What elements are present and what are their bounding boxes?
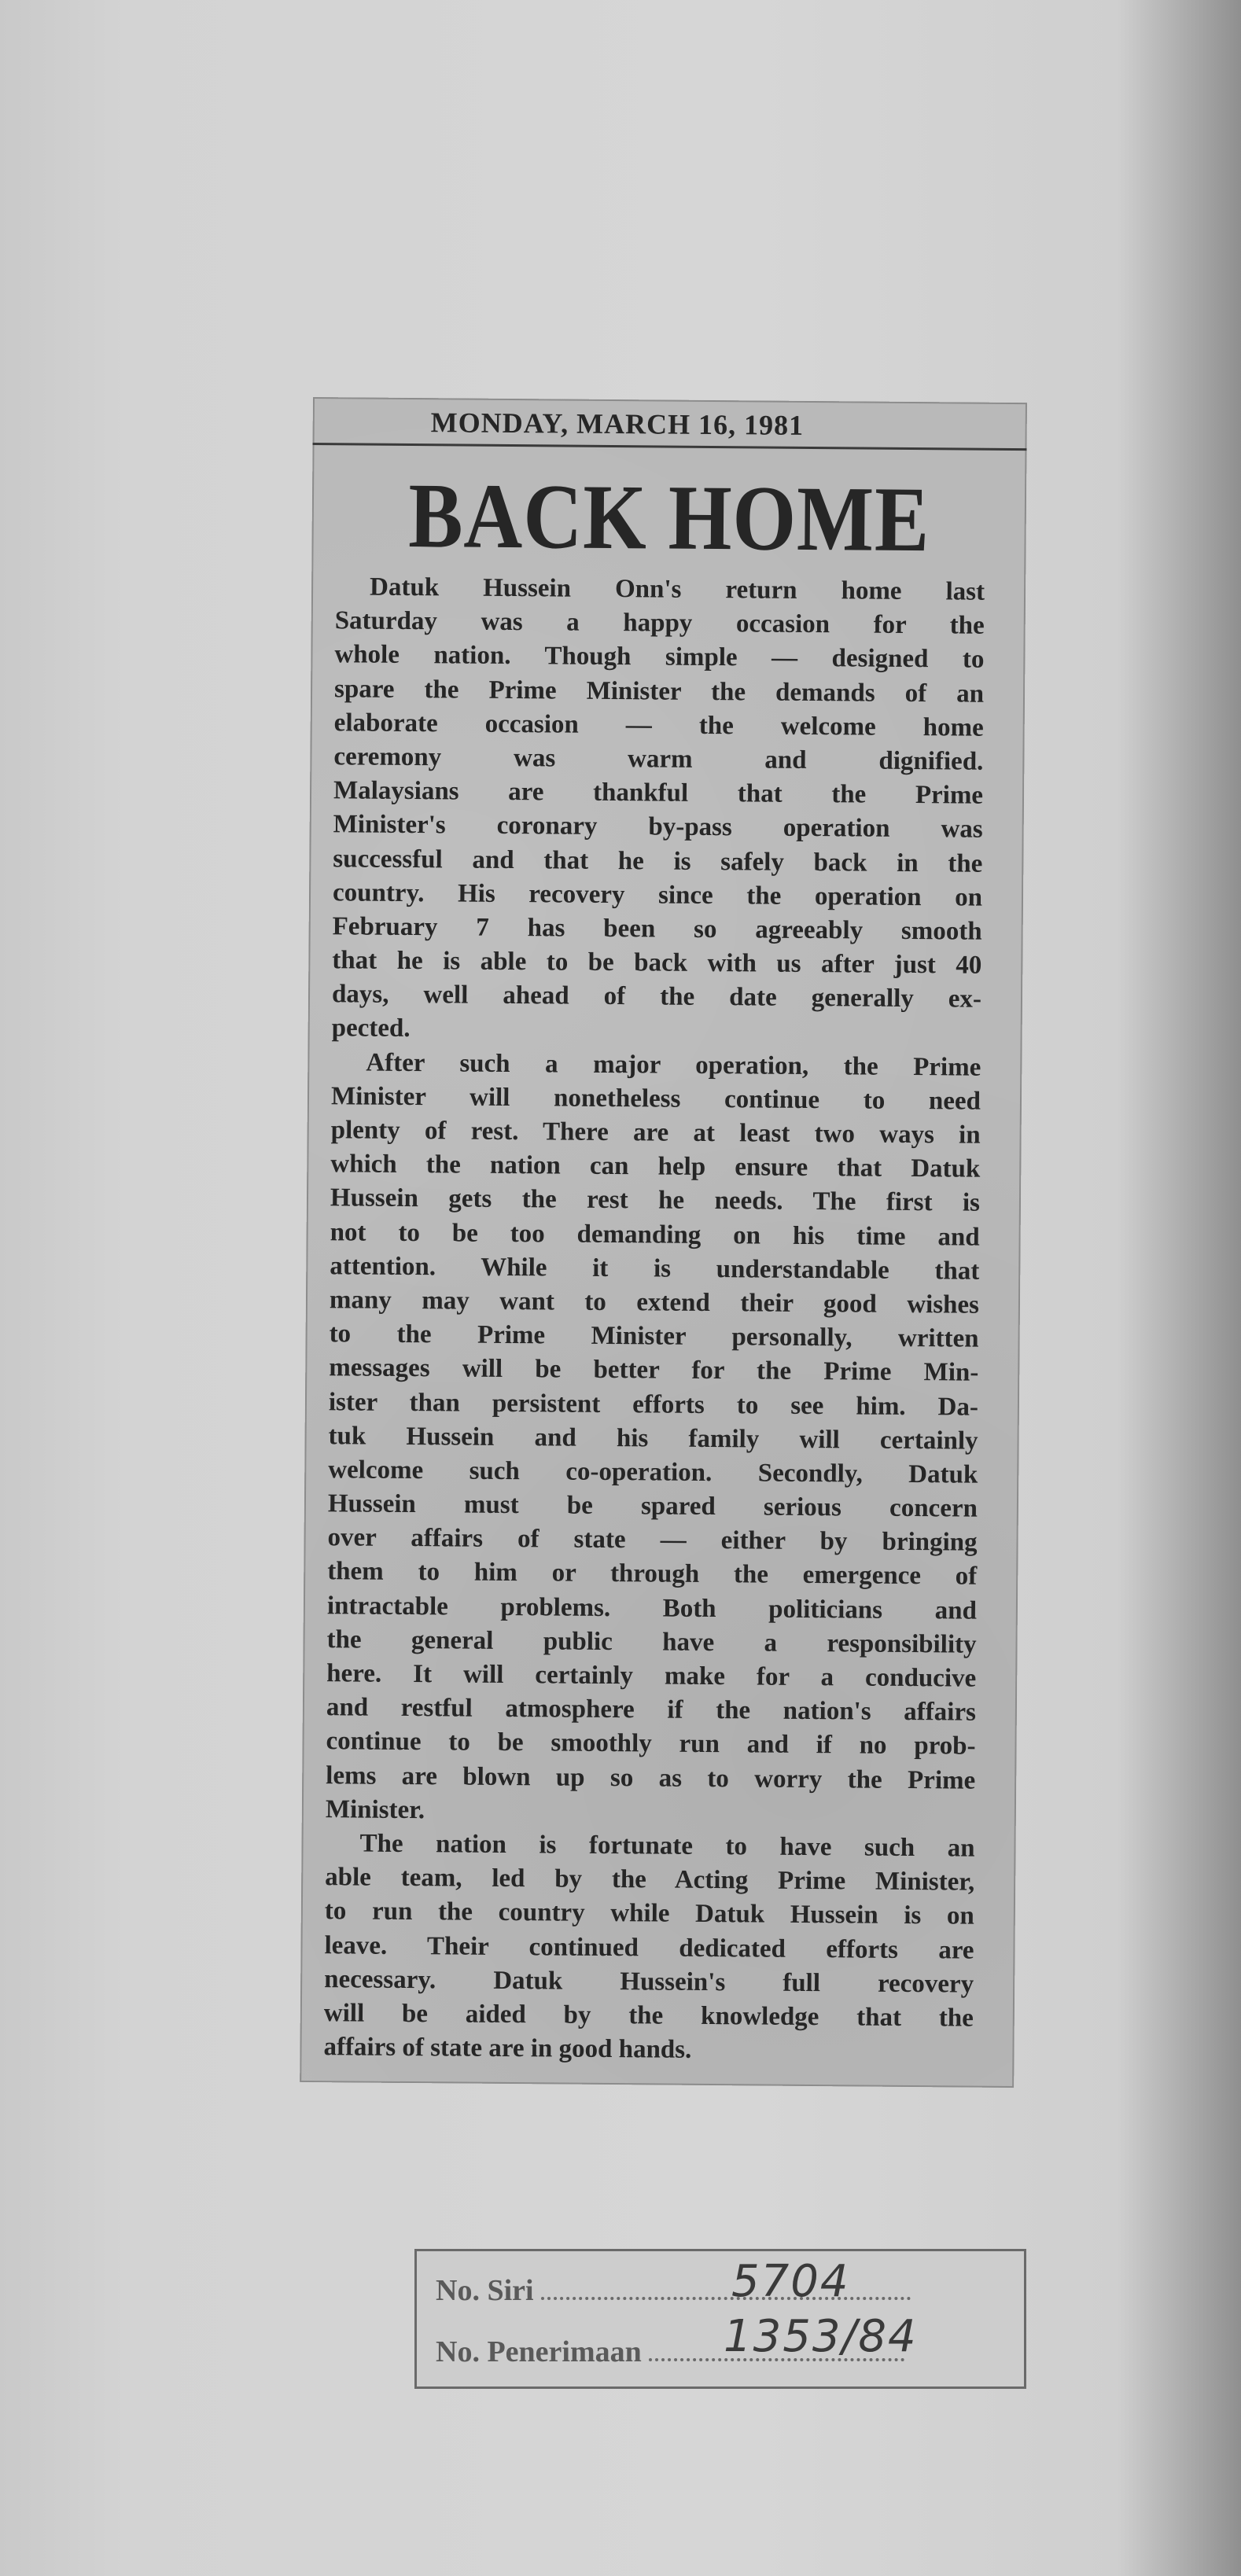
penerimaan-handwritten-value: 1353/84 <box>724 2311 918 2362</box>
article-line: spare the Prime Minister the demands of an <box>333 674 985 708</box>
article-line: messages will be better for the Prime Min- <box>329 1353 979 1387</box>
publication-date: MONDAY, MARCH 16, 1981 <box>430 407 805 441</box>
article-line: not to be too demanding on his time and <box>330 1217 980 1252</box>
article-line: many may want to extend their good wishes <box>329 1286 980 1319</box>
article-line: Minister's coronary by-pass operation was <box>333 810 983 845</box>
article-line: February 7 has been so agreeably smooth <box>332 912 982 946</box>
newspaper-clipping <box>300 397 1027 2088</box>
headline: BACK HOME <box>407 463 930 572</box>
article-line: whole nation. Though simple — designed to <box>334 640 985 675</box>
article-line: over affairs of state — either by bringing <box>327 1523 978 1557</box>
article-line: Datuk Hussein Onn's return home last <box>369 572 985 606</box>
article-line: After such a major operation, the Prime <box>366 1048 981 1082</box>
article-line: continue to be smoothly run and if no prob- <box>326 1727 976 1761</box>
article-line: pected. <box>331 1014 411 1043</box>
article-line: to run the country while Datuk Hussein is on <box>324 1897 974 1930</box>
article-line: tuk Hussein and his family will certainly <box>328 1421 978 1455</box>
article-body <box>323 570 985 2070</box>
article-line: which the nation can help ensure that Datuk <box>330 1150 981 1183</box>
siri-dotted-line <box>541 2297 911 2300</box>
article-line: Minister. <box>325 1794 425 1824</box>
article-line: Saturday was a happy occasion for the <box>334 606 985 640</box>
siri-label: No. Siri <box>436 2274 534 2307</box>
article-line: successful and that he is safely back in the <box>333 844 983 878</box>
article-line: country. His recovery since the operation on <box>332 878 983 912</box>
article-line: them to him or through the emergence of <box>327 1557 978 1592</box>
article-line: intractable problems. Both politicians and <box>326 1591 978 1625</box>
article-line: Hussein must be spared serious concern <box>327 1489 978 1523</box>
article-line: lems are blown up so as to worry the Prime <box>326 1761 976 1795</box>
article-line: attention. While it is understandable that <box>330 1251 980 1286</box>
article-line: leave. Their continued dedicated efforts are <box>324 1930 974 1965</box>
article-line: plenty of rest. There are at least two ways in <box>330 1116 981 1150</box>
article-line: affairs of state are in good hands. <box>323 2033 692 2064</box>
article-line: The nation is fortunate to have such an <box>359 1829 975 1863</box>
archive-stamp <box>414 2249 1026 2389</box>
article-line: will be aided by the knowledge that the <box>323 1999 974 2033</box>
article-line: that he is able to be back with us after just 40 <box>332 946 982 980</box>
article-line: able team, led by the Acting Prime Minister, <box>325 1863 975 1897</box>
article-line: to the Prime Minister personally, written <box>329 1319 979 1353</box>
article-line: Malaysians are thankful that the Prime <box>333 776 984 810</box>
article-line: elaborate occasion — the welcome home <box>333 708 984 742</box>
siri-handwritten-value: 5704 <box>731 2256 850 2307</box>
article-line: ceremony was warm and dignified. <box>333 742 984 776</box>
article-line: and restful atmosphere if the nation's affairs <box>326 1693 977 1727</box>
header-rule <box>313 443 1027 451</box>
article-line: welcome such co-operation. Secondly, Datuk <box>328 1455 978 1489</box>
article-line: necessary. Datuk Hussein's full recovery <box>324 1964 974 1999</box>
article-line: days, well ahead of the date generally ex- <box>331 980 982 1014</box>
article-line: Minister will nonetheless continue to need <box>330 1082 981 1116</box>
article-line: ister than persistent efforts to see him. Da- <box>328 1387 979 1422</box>
penerimaan-label: No. Penerimaan <box>436 2335 642 2368</box>
article-line: here. It will certainly make for a conducive <box>326 1659 977 1693</box>
article-line: Hussein gets the rest he needs. The first is <box>330 1183 981 1218</box>
article-line: the general public have a responsibility <box>326 1625 977 1659</box>
